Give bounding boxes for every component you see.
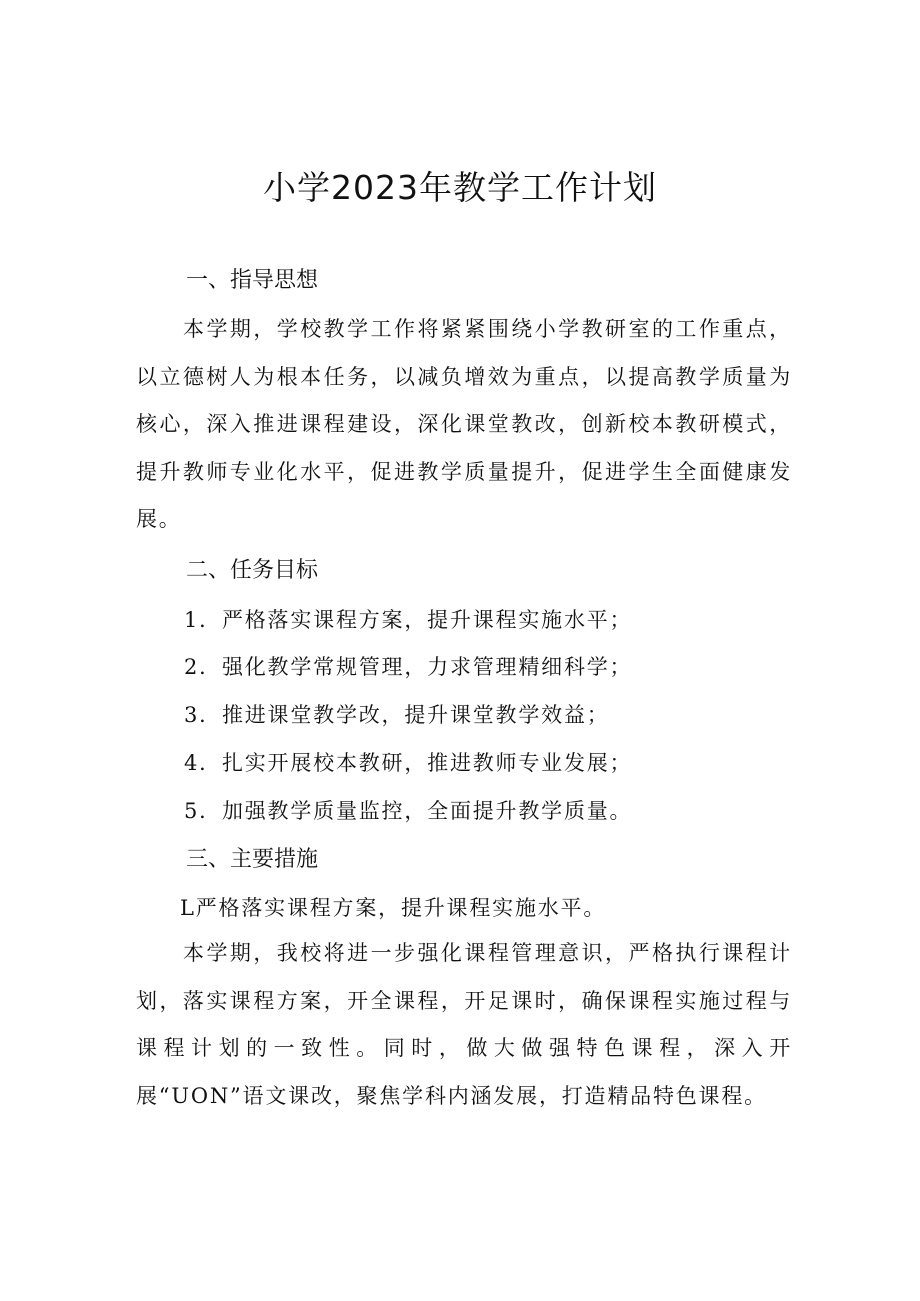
section-heading-task-goals: 二、任务目标 <box>186 558 319 583</box>
document-title: 小学2023年教学工作计划 <box>263 168 657 207</box>
section-heading-main-measures: 三、主要措施 <box>186 847 319 872</box>
list-item: 4．扎实开展校本教研，推进教师专业发展； <box>184 751 633 775</box>
section-paragraph-main-measures: 本学期，我校将进一步强化课程管理意识，严格执行课程计划，落实课程方案，开全课程，开足课时，确保课程实施过程与课程计划的一致性。同时，做大做强特色课程，深入开展“UON”语文课改，聚焦学科内涵发展，打造精品特色课程。 <box>136 941 792 1108</box>
sub-item-curriculum: L严格落实课程方案，提升课程实施水平。 <box>180 896 607 920</box>
list-item: 2．强化教学常规管理，力求管理精细科学； <box>184 655 633 679</box>
list-item: 3．推进课堂教学改，提升课堂教学效益； <box>184 703 610 727</box>
section-paragraph-guiding-ideology: 本学期，学校教学工作将紧紧围绕小学教研室的工作重点，以立德树人为根本任务，以减负增效为重点，以提高教学质量为核心，深入推进课程建设，深化课堂教改，创新校本教研模式，提升教师专业化水平，促进教学质量提升，促进学生全面健康发展。 <box>136 317 792 531</box>
list-item: 5．加强教学质量监控，全面提升教学质量。 <box>184 799 633 823</box>
section-heading-guiding-ideology: 一、指导思想 <box>186 268 319 293</box>
list-item: 1．严格落实课程方案，提升课程实施水平； <box>184 608 633 632</box>
